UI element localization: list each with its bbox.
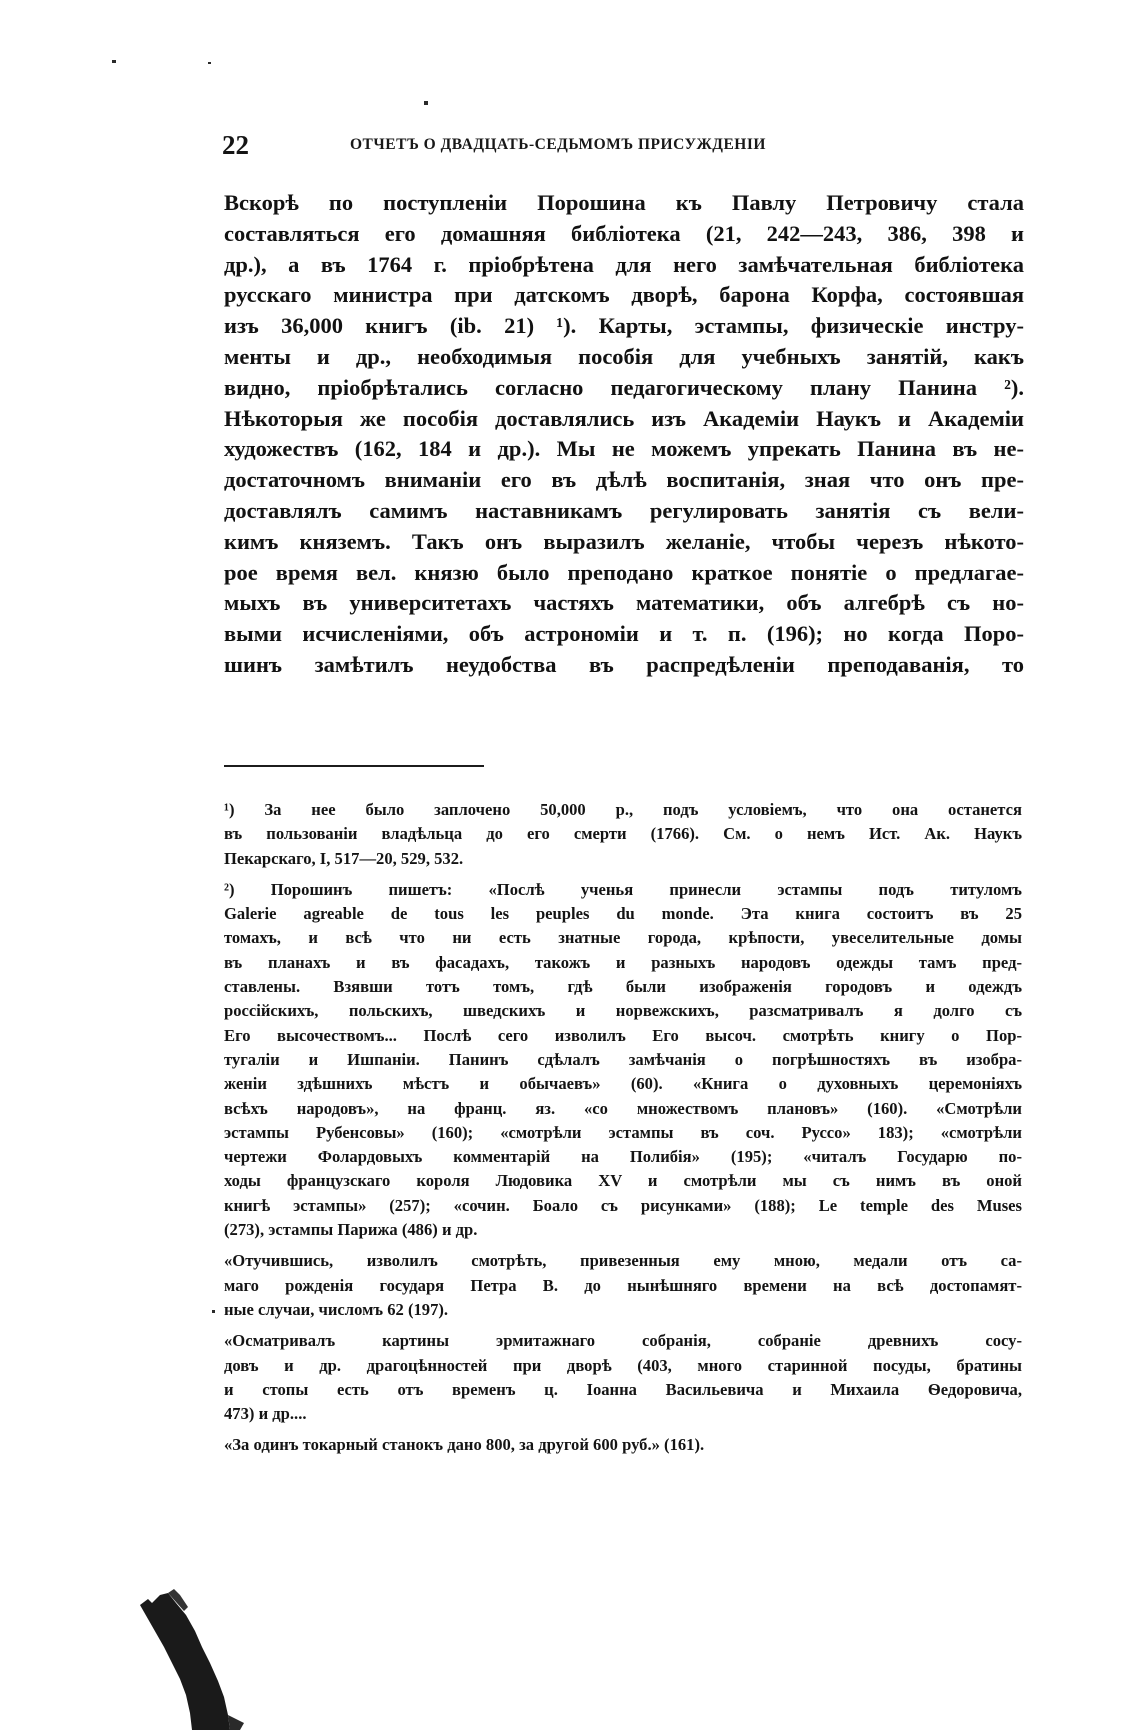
footnote-line: Galerie agreable de tous les peuples du monde. Эта книга состоитъ въ 25	[224, 904, 1022, 924]
body-line: менты и др., необходимыя пособiя для учебныхъ занятiй, какъ	[224, 343, 1024, 369]
footnote-line: книгѣ эстампы» (257); «сочин. Боало съ рисунками» (188); Le temple des Muses	[224, 1195, 1022, 1215]
footnote-line: (273), эстампы Парижа (486) и др.	[224, 1220, 478, 1240]
footnote-line: ходы французскаго короля Людовика XV и смотрѣли мы съ нимъ въ оной	[224, 1171, 1022, 1191]
body-line: мыхъ въ университетахъ частяхъ математики, объ алгебрѣ съ но-	[224, 590, 1024, 616]
footnote-line: довъ и др. драгоцѣнностей при дворѣ (403, много старинной посуды, братины	[224, 1355, 1022, 1375]
footnote-2-quote-medals	[224, 1249, 1022, 1322]
footnote-1	[224, 798, 1022, 871]
body-line: изъ 36,000 книгъ (ib. 21) ¹). Карты, эстампы, физическiе инстру-	[224, 313, 1024, 339]
footnote-2-quote-lathe	[224, 1433, 1022, 1457]
footnote-line: эстампы Рубенсовы» (160); «смотрѣли эстампы въ соч. Руссо» 183); «смотрѣли	[224, 1122, 1022, 1142]
scan-speck	[424, 101, 428, 105]
footnote-line: Пекарскаго, I, 517—20, 529, 532.	[224, 848, 464, 868]
footnote-line: тугалiи и Ишпанiи. Панинъ сдѣлалъ замѣчанiя о погрѣшностяхъ въ изобра-	[224, 1049, 1022, 1069]
scan-speck	[208, 62, 211, 64]
body-line: рое время вел. князю было преподано краткое понятiе о предлагае-	[224, 559, 1024, 585]
footnote-line: ные случаи, числомъ 62 (197).	[224, 1299, 449, 1319]
footnote-line: Его высочествомъ... Послѣ сего изволилъ Его высоч. смотрѣть книгу о Пор-	[224, 1025, 1022, 1045]
footnote-line: 473) и др....	[224, 1404, 307, 1424]
footnote-line: въ пользованiи владѣльца до его смерти (1766). См. о немъ Ист. Ак. Наукъ	[224, 824, 1022, 844]
body-line: видно, прiобрѣтались согласно педагогическому плану Панина ²).	[224, 374, 1024, 400]
footnote-line: «За одинъ токарный станокъ дано 800, за другой 600 руб.» (161).	[224, 1435, 705, 1455]
footnote-line: ²) Порошинъ пишетъ: «Послѣ ученья принесли эстампы подъ титуломъ	[224, 879, 1022, 899]
footnote-2	[224, 878, 1022, 1242]
footnote-line: «Отучившись, изволилъ смотрѣть, привезенныя ему мною, медали отъ са-	[224, 1251, 1022, 1271]
footnote-line: маго рожденiя государя Петра В. до нынѣшняго времени на всѣ достопамят-	[224, 1275, 1022, 1295]
body-line: кимъ княземъ. Такъ онъ выразилъ желанiе, чтобы черезъ нѣкото-	[224, 528, 1024, 554]
footnotes	[224, 798, 1022, 1458]
body-line: составляться его домашняя библiотека (21, 242—243, 386, 398 и	[224, 220, 1024, 246]
body-line: выми исчисленiями, объ астрономiи и т. п. (196); но когда Поро-	[224, 621, 1024, 647]
running-title: ОТЧЕТЪ О ДВАДЦАТЬ-СЕДЬМОМЪ ПРИСУЖДЕНIИ	[350, 136, 766, 153]
scan-speck	[112, 60, 116, 63]
footnote-line: томахъ, и всѣ что ни есть знатные города, крѣпости, увеселительные домы	[224, 928, 1022, 948]
body-line: достаточномъ вниманiи его въ дѣлѣ воспитанiя, зная что онъ пре-	[224, 467, 1024, 493]
footnote-line: женiи здѣшнихъ мѣстъ и обычаевъ» (60). «Книга о духовныхъ церемонiяхъ	[224, 1074, 1022, 1094]
scan-speck	[212, 1310, 215, 1313]
footnote-line: и стопы есть отъ временъ ц. Iоанна Васильевича и Михаила Ѳедоровича,	[224, 1379, 1022, 1399]
page-header	[222, 130, 962, 160]
footnote-line: чертежи Фолардовыхъ комментарiй на Полибiя» (195); «читалъ Государю по-	[224, 1147, 1022, 1167]
footnote-line: въ планахъ и въ фасадахъ, такожъ и разныхъ народовъ одежды тамъ пред-	[224, 952, 1022, 972]
footnote-line: россiйскихъ, польскихъ, шведскихъ и норвежскихъ, разсматривалъ я долго съ	[224, 1001, 1022, 1021]
body-line: шинъ замѣтилъ неудобства въ распредѣленiи преподаванiя, то	[224, 651, 1024, 677]
footnote-line: ¹) За нее было заплочено 50,000 р., подъ условiемъ, что она останется	[224, 800, 1022, 819]
main-paragraph	[224, 188, 1024, 681]
body-line: художествъ (162, 184 и др.). Мы не можемъ упрекать Панина въ не-	[224, 436, 1024, 462]
body-line: доставлялъ самимъ наставникамъ регулировать занятiя съ вели-	[224, 497, 1024, 523]
footnote-2-quote-hermitage	[224, 1329, 1022, 1426]
footnote-separator	[224, 765, 484, 767]
scan-thumb-shadow-icon	[140, 1585, 280, 1730]
footnote-line: «Осматривалъ картины эрмитажнаго собранiя, собранiе древнихъ сосу-	[224, 1331, 1022, 1351]
footnote-line: ставлены. Взявши тотъ томъ, гдѣ были изображенiя городовъ и одеждъ	[224, 977, 1022, 997]
body-line: Нѣкоторыя же пособiя доставлялись изъ Академiи Наукъ и Академiи	[224, 405, 1024, 431]
body-line: др.), а въ 1764 г. прiобрѣтена для него замѣчательная библiотека	[224, 251, 1024, 277]
body-line: русскаго министра при датскомъ дворѣ, барона Корфа, состоявшая	[224, 282, 1024, 308]
footnote-line: всѣхъ народовъ», на франц. яз. «со множествомъ плановъ» (160). «Смотрѣли	[224, 1098, 1022, 1118]
page-number: 22	[222, 130, 249, 160]
body-line: Вскорѣ по поступленiи Порошина къ Павлу Петровичу стала	[224, 190, 1024, 215]
